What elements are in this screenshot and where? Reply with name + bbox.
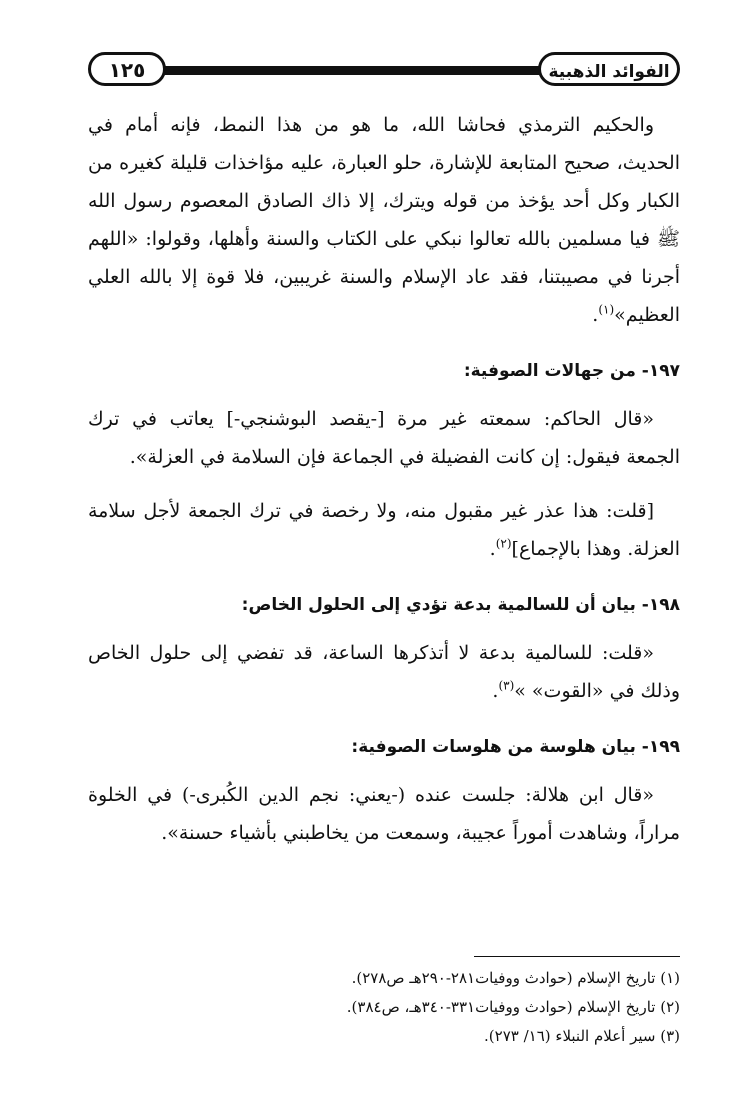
paragraph-3 xyxy=(88,492,680,568)
footnote-separator xyxy=(474,956,680,957)
section-heading-198: ١٩٨- بيان أن للسالمية بدعة تؤدي إلى الحلول الخاص: xyxy=(241,595,680,615)
paragraph-2: «قال الحاكم: سمعته غير مرة [-يقصد البوشنجي-] يعاتب في ترك الجمعة فيقول: إن كانت الفضيلة في الجماعة فإن السلامة في العزلة». xyxy=(88,408,680,468)
section-heading-199: ١٩٩- بيان هلوسة من هلوسات الصوفية: xyxy=(351,737,680,757)
paragraph-4 xyxy=(88,634,680,710)
page-number-badge: ١٢٥ xyxy=(88,52,166,86)
paragraph-1 xyxy=(88,106,680,334)
footnotes xyxy=(88,964,680,1051)
footnote-ref-2: (٢) xyxy=(495,536,512,551)
footnote-ref-1: (١) xyxy=(598,302,615,317)
page-body xyxy=(88,106,680,852)
spacer xyxy=(88,476,680,492)
paragraph-3-text: [قلت: هذا عذر غير مقبول منه، ولا رخصة في ترك الجمعة لأجل سلامة العزلة. وهذا بالإجماع] xyxy=(88,500,680,560)
footnote-1: (١) تاريخ الإسلام (حوادث ووفيات٢٨١-٢٩٠هـ ص٢٧٨). xyxy=(351,969,680,987)
book-title-badge: الفوائد الذهبية xyxy=(538,52,680,86)
paragraph-4-end: . xyxy=(492,680,499,702)
footnote-2: (٢) تاريخ الإسلام (حوادث ووفيات٣٣١-٣٤٠هـ، ص٣٨٤). xyxy=(346,998,680,1016)
paragraph-3-end: . xyxy=(489,538,496,560)
section-heading-197: ١٩٧- من جهالات الصوفية: xyxy=(463,361,680,381)
paragraph-1-end: . xyxy=(592,304,599,326)
footnote-ref-3: (٣) xyxy=(498,678,515,693)
header-rule xyxy=(158,66,552,75)
paragraph-4-text: «قلت: للسالمية بدعة لا أتذكرها الساعة، قد تفضي إلى حلول الخاص وذلك في «القوت» » xyxy=(88,642,680,702)
paragraph-5: «قال ابن هلالة: جلست عنده (-يعني: نجم الدين الكُبرى-) في الخلوة مراراً، وشاهدت أموراً عجيبة، وسمعت من يخاطبني بأشياء حسنة». xyxy=(88,784,680,844)
running-header xyxy=(88,52,680,96)
paragraph-1-text: والحكيم الترمذي فحاشا الله، ما هو من هذا النمط، فإنه أمام في الحديث، صحيح المتابعة للإشارة، حلو العبارة، عليه مؤاخذات قليلة كغيره من الكبار وكل أحد يؤخذ من قوله ويترك، إلا ذاك الصادق المعصوم رسول الله ﷺ فيا مسلمين بالله تعالوا نبكي على الكتاب والسنة وأهلها، وقولوا: «اللهم أجرنا في مصيبتنا، فقد عاد الإسلام والسنة غريبين، فلا قوة إلا بالله العلي العظيم» xyxy=(88,114,680,326)
footnote-3: (٣) سير أعلام النبلاء (١٦/ ٢٧٣). xyxy=(484,1027,680,1045)
